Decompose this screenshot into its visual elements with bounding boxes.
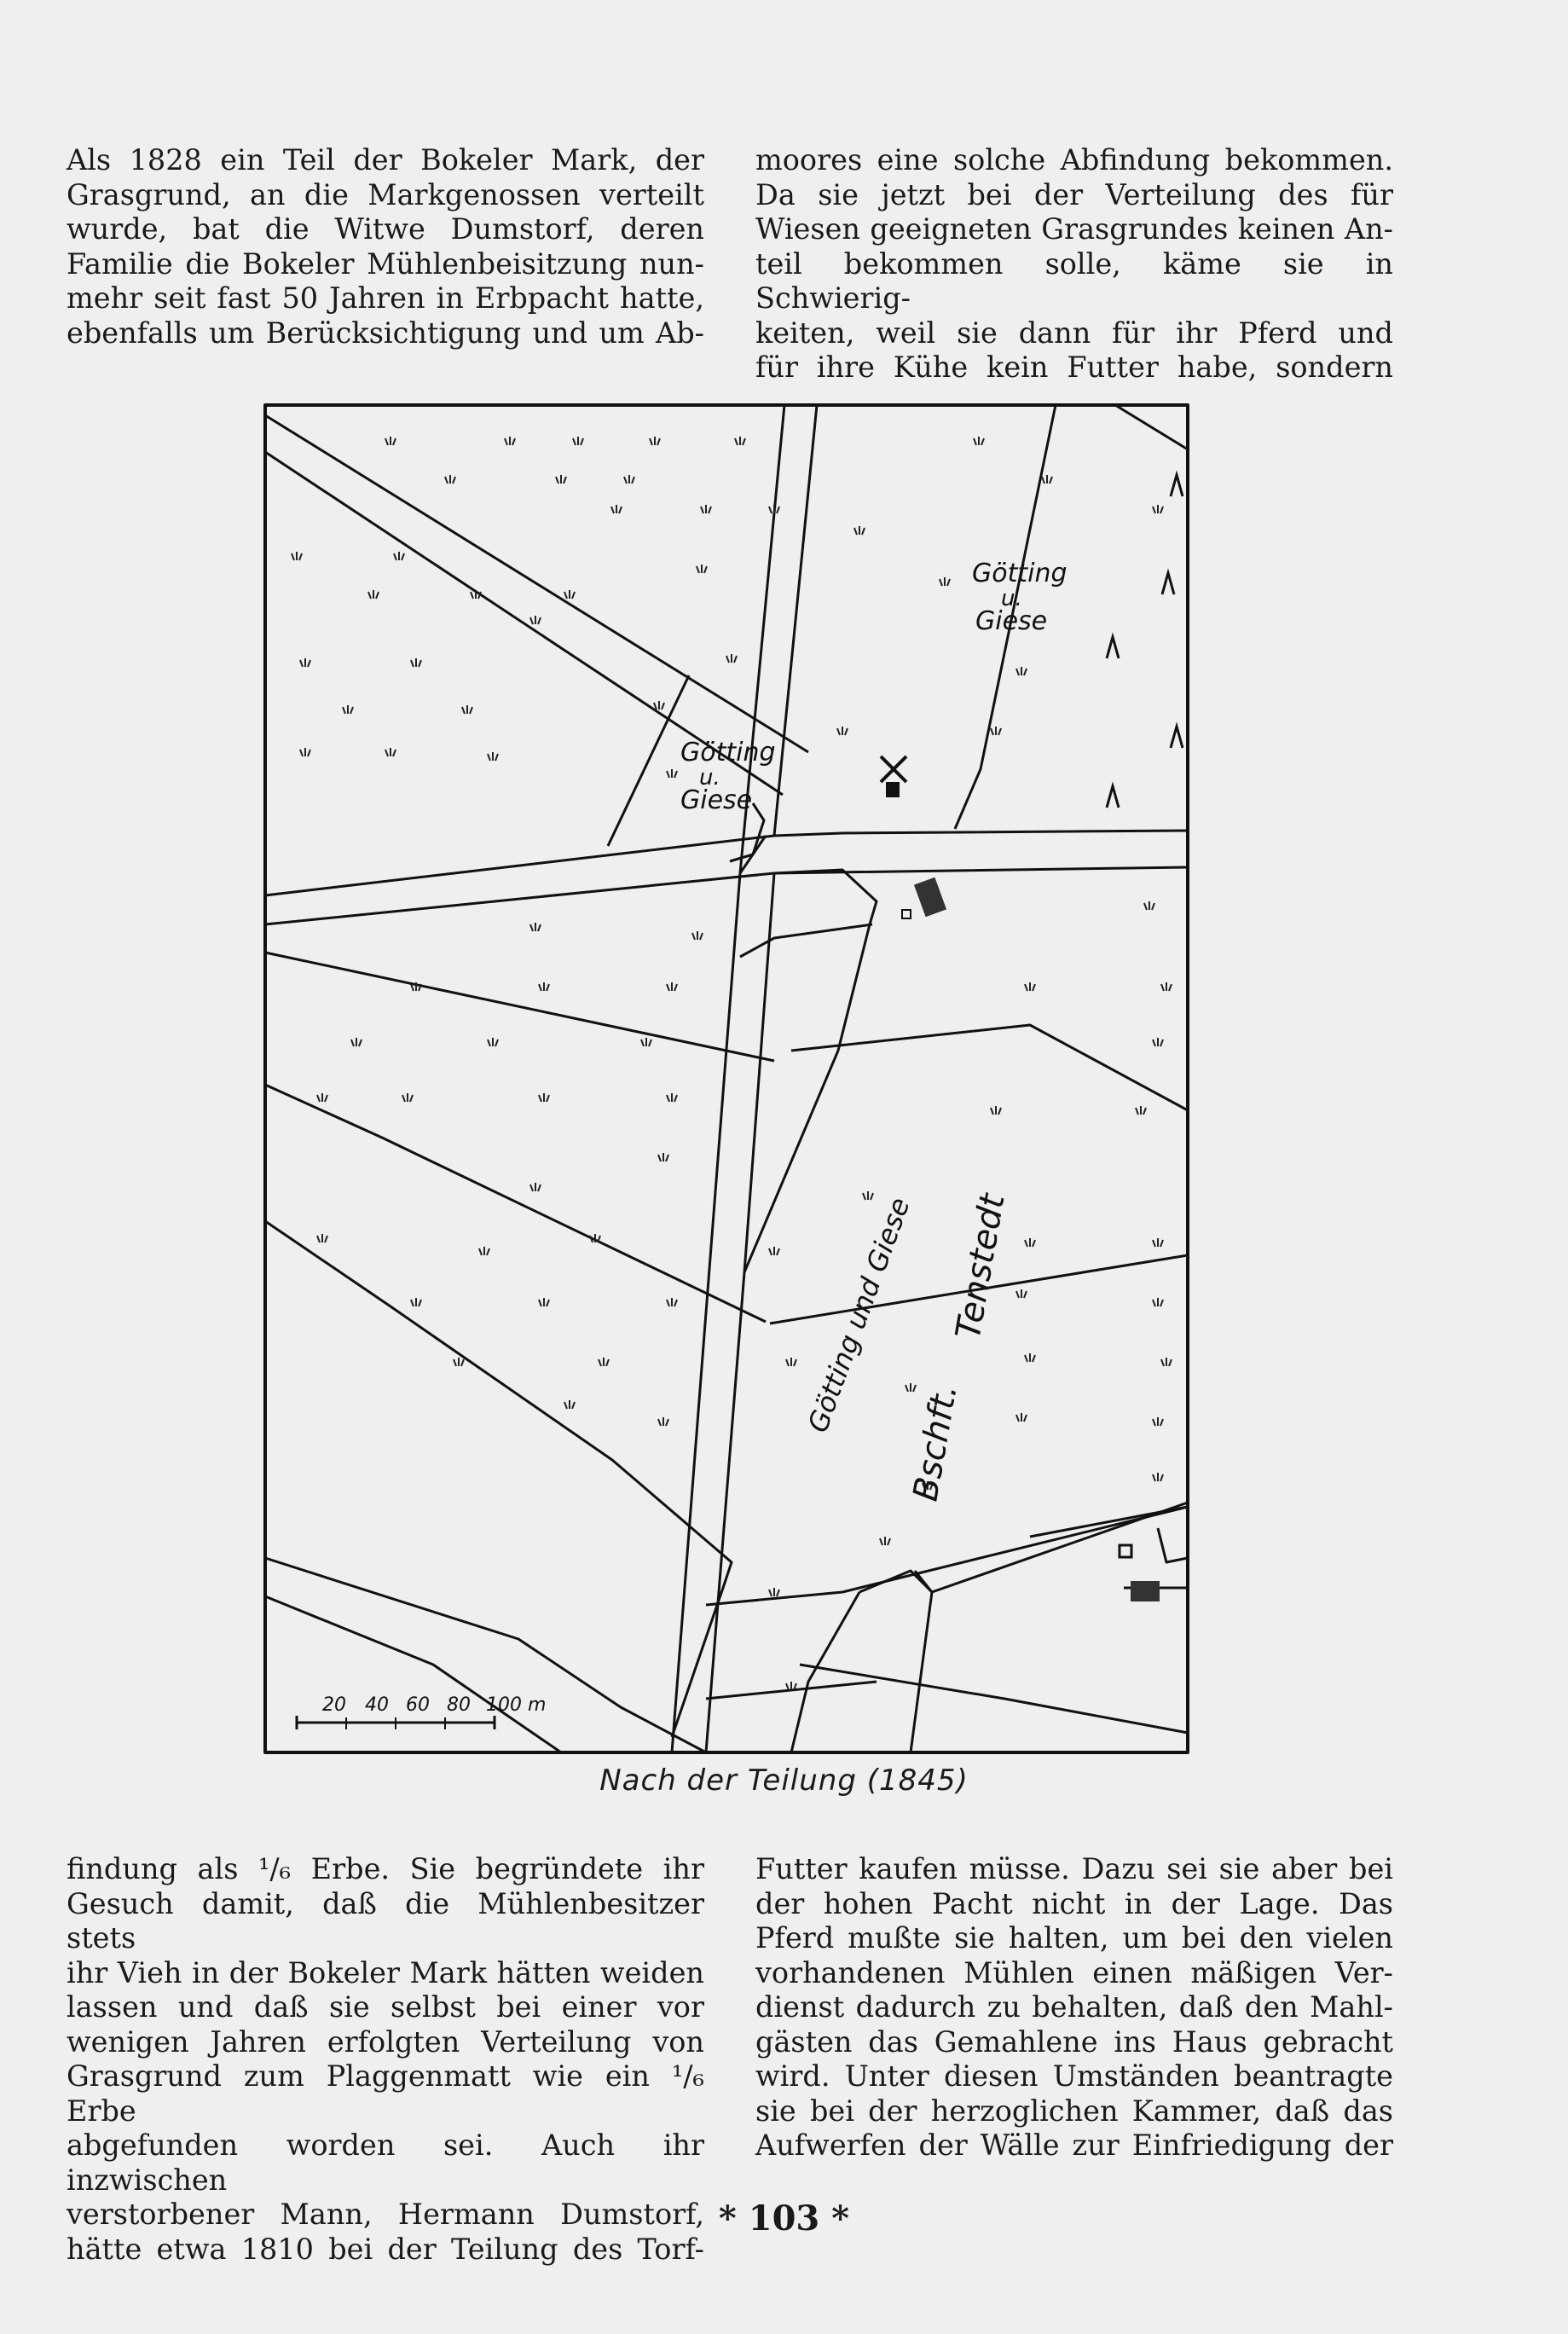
- cadastral-map: [263, 403, 1190, 1757]
- map-label-gg-right-2: u.: [1001, 586, 1022, 611]
- text-line: Aufwerfen der Wälle zur Einfriedigung der: [755, 2128, 1393, 2162]
- grass-tuft-icon: [1153, 1298, 1163, 1306]
- grass-tuft-icon: [530, 1183, 541, 1191]
- text-line: lassen und daß sie selbst bei einer vor: [67, 1990, 704, 2024]
- grass-tuft-icon: [769, 505, 779, 513]
- grass-tuft-icon: [1025, 1238, 1035, 1247]
- text-line: mehr seit fast 50 Jahren in Erbpacht hatte,: [67, 281, 704, 315]
- grass-tuft-icon: [1153, 1038, 1163, 1046]
- grass-tuft-icon: [317, 1234, 327, 1242]
- text-line: Pferd mußte sie halten, um bei den vielen: [755, 1921, 1393, 1955]
- grass-tuft-icon: [368, 590, 379, 599]
- text-line: wurde, bat die Witwe Dumstorf, deren: [67, 212, 704, 246]
- text-line: für ihre Kühe kein Futter habe, sondern: [755, 350, 1393, 384]
- grass-tuft-icon: [1016, 1413, 1027, 1422]
- grass-tuft-icon: [1153, 1238, 1163, 1247]
- grass-tuft-icon: [445, 475, 455, 484]
- text-line: gästen das Gemahlene ins Haus gebracht: [755, 2024, 1393, 2059]
- grass-tuft-icon: [1136, 1106, 1146, 1115]
- grass-tuft-icon: [611, 505, 622, 513]
- grass-tuft-icon: [1161, 982, 1172, 991]
- grass-tuft-icon: [1025, 982, 1035, 991]
- grass-tuft-icon: [539, 982, 549, 991]
- text-line: dienst dadurch zu behalten, daß den Mahl-: [755, 1990, 1393, 2024]
- map-label-gg-left-3: Giese: [680, 785, 753, 815]
- grass-tuft-icon: [539, 1093, 549, 1102]
- grass-tuft-icon: [735, 437, 745, 445]
- grass-tuft-icon: [564, 1400, 575, 1409]
- text-line: keiten, weil sie dann für ihr Pferd und: [755, 316, 1393, 350]
- scale-tick-20: 20: [322, 1694, 346, 1716]
- grass-tuft-icon: [726, 654, 737, 663]
- grass-tuft-icon: [599, 1358, 609, 1366]
- text-line: ihr Vieh in der Bokeler Mark hätten weiden: [67, 1955, 704, 1989]
- text-line: hätte etwa 1810 bei der Teilung des Torf-: [67, 2232, 704, 2266]
- grass-tuft-icon: [1144, 901, 1154, 910]
- grass-tuft-icon: [479, 1247, 489, 1255]
- grass-tuft-icon: [786, 1358, 796, 1366]
- text-line: abgefunden worden sei. Auch ihr inzwischen: [67, 2128, 704, 2197]
- grass-tuft-icon: [300, 658, 310, 667]
- grass-tuft-icon: [556, 475, 566, 484]
- scale-tick-40: 40: [365, 1694, 389, 1716]
- grass-tuft-icon: [650, 437, 660, 445]
- text-line: der hohen Pacht nicht in der Lage. Das: [755, 1886, 1393, 1920]
- grass-tuft-icon: [658, 1153, 668, 1161]
- scale-tick-60: 60: [406, 1694, 430, 1716]
- grass-tuft-icon: [1016, 667, 1027, 675]
- text-line: sie bei der herzoglichen Kammer, daß das: [755, 2094, 1393, 2128]
- grass-tuft-icon: [530, 923, 541, 931]
- text-line: wenigen Jahren erfolgten Verteilung von: [67, 2024, 704, 2059]
- grass-tuft-icon: [697, 565, 707, 573]
- map-label-tenstedt: Tenstedt: [948, 1190, 1013, 1342]
- grass-tuft-icon: [317, 1093, 327, 1102]
- grass-tuft-icon: [462, 705, 472, 714]
- grass-tuft-icon: [394, 552, 404, 560]
- grass-tuft-icon: [940, 577, 950, 586]
- grass-tuft-icon: [351, 1038, 362, 1046]
- grass-tuft-icon: [1153, 1473, 1163, 1481]
- map-label-bschft: Bschft.: [906, 1381, 965, 1504]
- text-line: Grasgrund, an die Markgenossen verteilt: [67, 177, 704, 211]
- text-line: Grasgrund zum Plaggenmatt wie ein ¹/₆ Erbe: [67, 2059, 704, 2128]
- map-label-gg-right-3: Giese: [975, 606, 1048, 636]
- grass-tuft-icon: [991, 727, 1001, 735]
- grass-tuft-icon: [667, 1093, 677, 1102]
- tree-markers: [1107, 475, 1183, 808]
- text-line: Als 1828 ein Teil der Bokeler Mark, der: [67, 143, 704, 177]
- text-column-top-right: [755, 143, 1393, 385]
- grass-tuft-icon: [1016, 1289, 1027, 1298]
- grass-tuft-icon: [573, 437, 583, 445]
- map-label-gg-right-1: Götting: [972, 559, 1068, 588]
- scale-tick-80: 80: [447, 1694, 471, 1716]
- grass-tuft-icon: [1153, 1417, 1163, 1426]
- text-line: Familie die Bokeler Mühlenbeisitzung nun-: [67, 246, 704, 281]
- grass-tuft-icon: [411, 658, 421, 667]
- text-line: verstorbener Mann, Hermann Dumstorf,: [67, 2198, 704, 2231]
- text-line: Wiesen geeigneten Grasgrundes keinen An-: [755, 212, 1393, 246]
- grass-tuft-icon: [641, 1038, 651, 1046]
- grass-tuft-icon: [974, 437, 984, 445]
- grass-tuft-icon: [624, 475, 634, 484]
- grass-tuft-icon: [667, 1298, 677, 1306]
- text-column-bottom-right: [755, 1852, 1393, 2163]
- grass-tuft-icon: [701, 505, 711, 513]
- grass-tuft-icon: [402, 1093, 413, 1102]
- map-lines: [265, 405, 1188, 1752]
- text-line: teil bekommen solle, käme sie in Schwierig-: [755, 246, 1393, 315]
- scale-tick-100m: 100 m: [486, 1694, 547, 1716]
- grass-tuft-icon: [505, 437, 515, 445]
- map-label-gg-road: Götting und Giese: [801, 1193, 917, 1437]
- grass-tuft-icon: [539, 1298, 549, 1306]
- grass-tuft-icon: [530, 616, 541, 624]
- text-line: Futter kaufen müsse. Dazu sei sie aber bei: [755, 1852, 1393, 1885]
- text-column-top-left: [67, 143, 704, 350]
- grass-tuft-icon: [837, 727, 848, 735]
- grass-tuft-icon: [863, 1191, 873, 1200]
- grass-tuft-icon: [854, 526, 865, 535]
- grass-tuft-icon: [667, 982, 677, 991]
- grass-tuft-icon: [292, 552, 302, 560]
- grass-tuft-icon: [590, 1234, 600, 1242]
- text-line: findung als ¹/₆ Erbe. Sie begründete ihr: [67, 1852, 704, 1885]
- grass-tuft-icon: [385, 748, 396, 756]
- grass-tuft-icon: [692, 931, 703, 940]
- grass-tuft-icon: [658, 1417, 668, 1426]
- grass-tuft-icon: [1025, 1353, 1035, 1362]
- text-line: wird. Unter diesen Umständen beantragte: [755, 2059, 1393, 2093]
- grass-tuft-icon: [488, 1038, 498, 1046]
- map-label-gg-left-1: Götting: [680, 738, 776, 767]
- scale-bar: [297, 1694, 546, 1729]
- grass-tuft-icon: [667, 769, 677, 778]
- grass-tuft-icon: [471, 590, 481, 599]
- grass-tuft-icon: [300, 748, 310, 756]
- grass-tuft-icon: [1042, 475, 1052, 484]
- text-line: Gesuch damit, daß die Mühlenbesitzer stets: [67, 1886, 704, 1955]
- page-number: * 103 *: [718, 2198, 850, 2238]
- text-line: moores eine solche Abfindung bekommen.: [755, 143, 1393, 177]
- map-caption: Nach der Teilung (1845): [599, 1764, 969, 1798]
- grass-tuft-icon: [880, 1537, 890, 1545]
- grass-tuft-icon: [1153, 505, 1163, 513]
- grass-tuft-icon: [454, 1358, 464, 1366]
- grass-tuft-icon: [654, 701, 664, 709]
- grass-tuft-icon: [906, 1383, 916, 1392]
- grass-tuft-icon: [488, 752, 498, 761]
- grass-tuft-icon: [564, 590, 575, 599]
- grass-tuft-icon: [1161, 1358, 1172, 1366]
- text-line: Da sie jetzt bei der Verteilung des für: [755, 177, 1393, 211]
- grass-tuft-icon: [769, 1247, 779, 1255]
- grass-tuft-icon: [991, 1106, 1001, 1115]
- windmill-icon: [881, 756, 906, 797]
- map-label-gg-left-2: u.: [699, 765, 720, 791]
- grass-tuft-icon: [385, 437, 396, 445]
- text-line: vorhandenen Mühlen einen mäßigen Ver-: [755, 1955, 1393, 1989]
- grass-tuft-icon: [769, 1588, 779, 1596]
- grass-tuft-icon: [343, 705, 353, 714]
- grass-tuft-icon: [411, 1298, 421, 1306]
- grass-tuft-icon: [786, 1682, 796, 1690]
- text-line: ebenfalls um Berücksichtigung und um Ab-: [67, 316, 704, 350]
